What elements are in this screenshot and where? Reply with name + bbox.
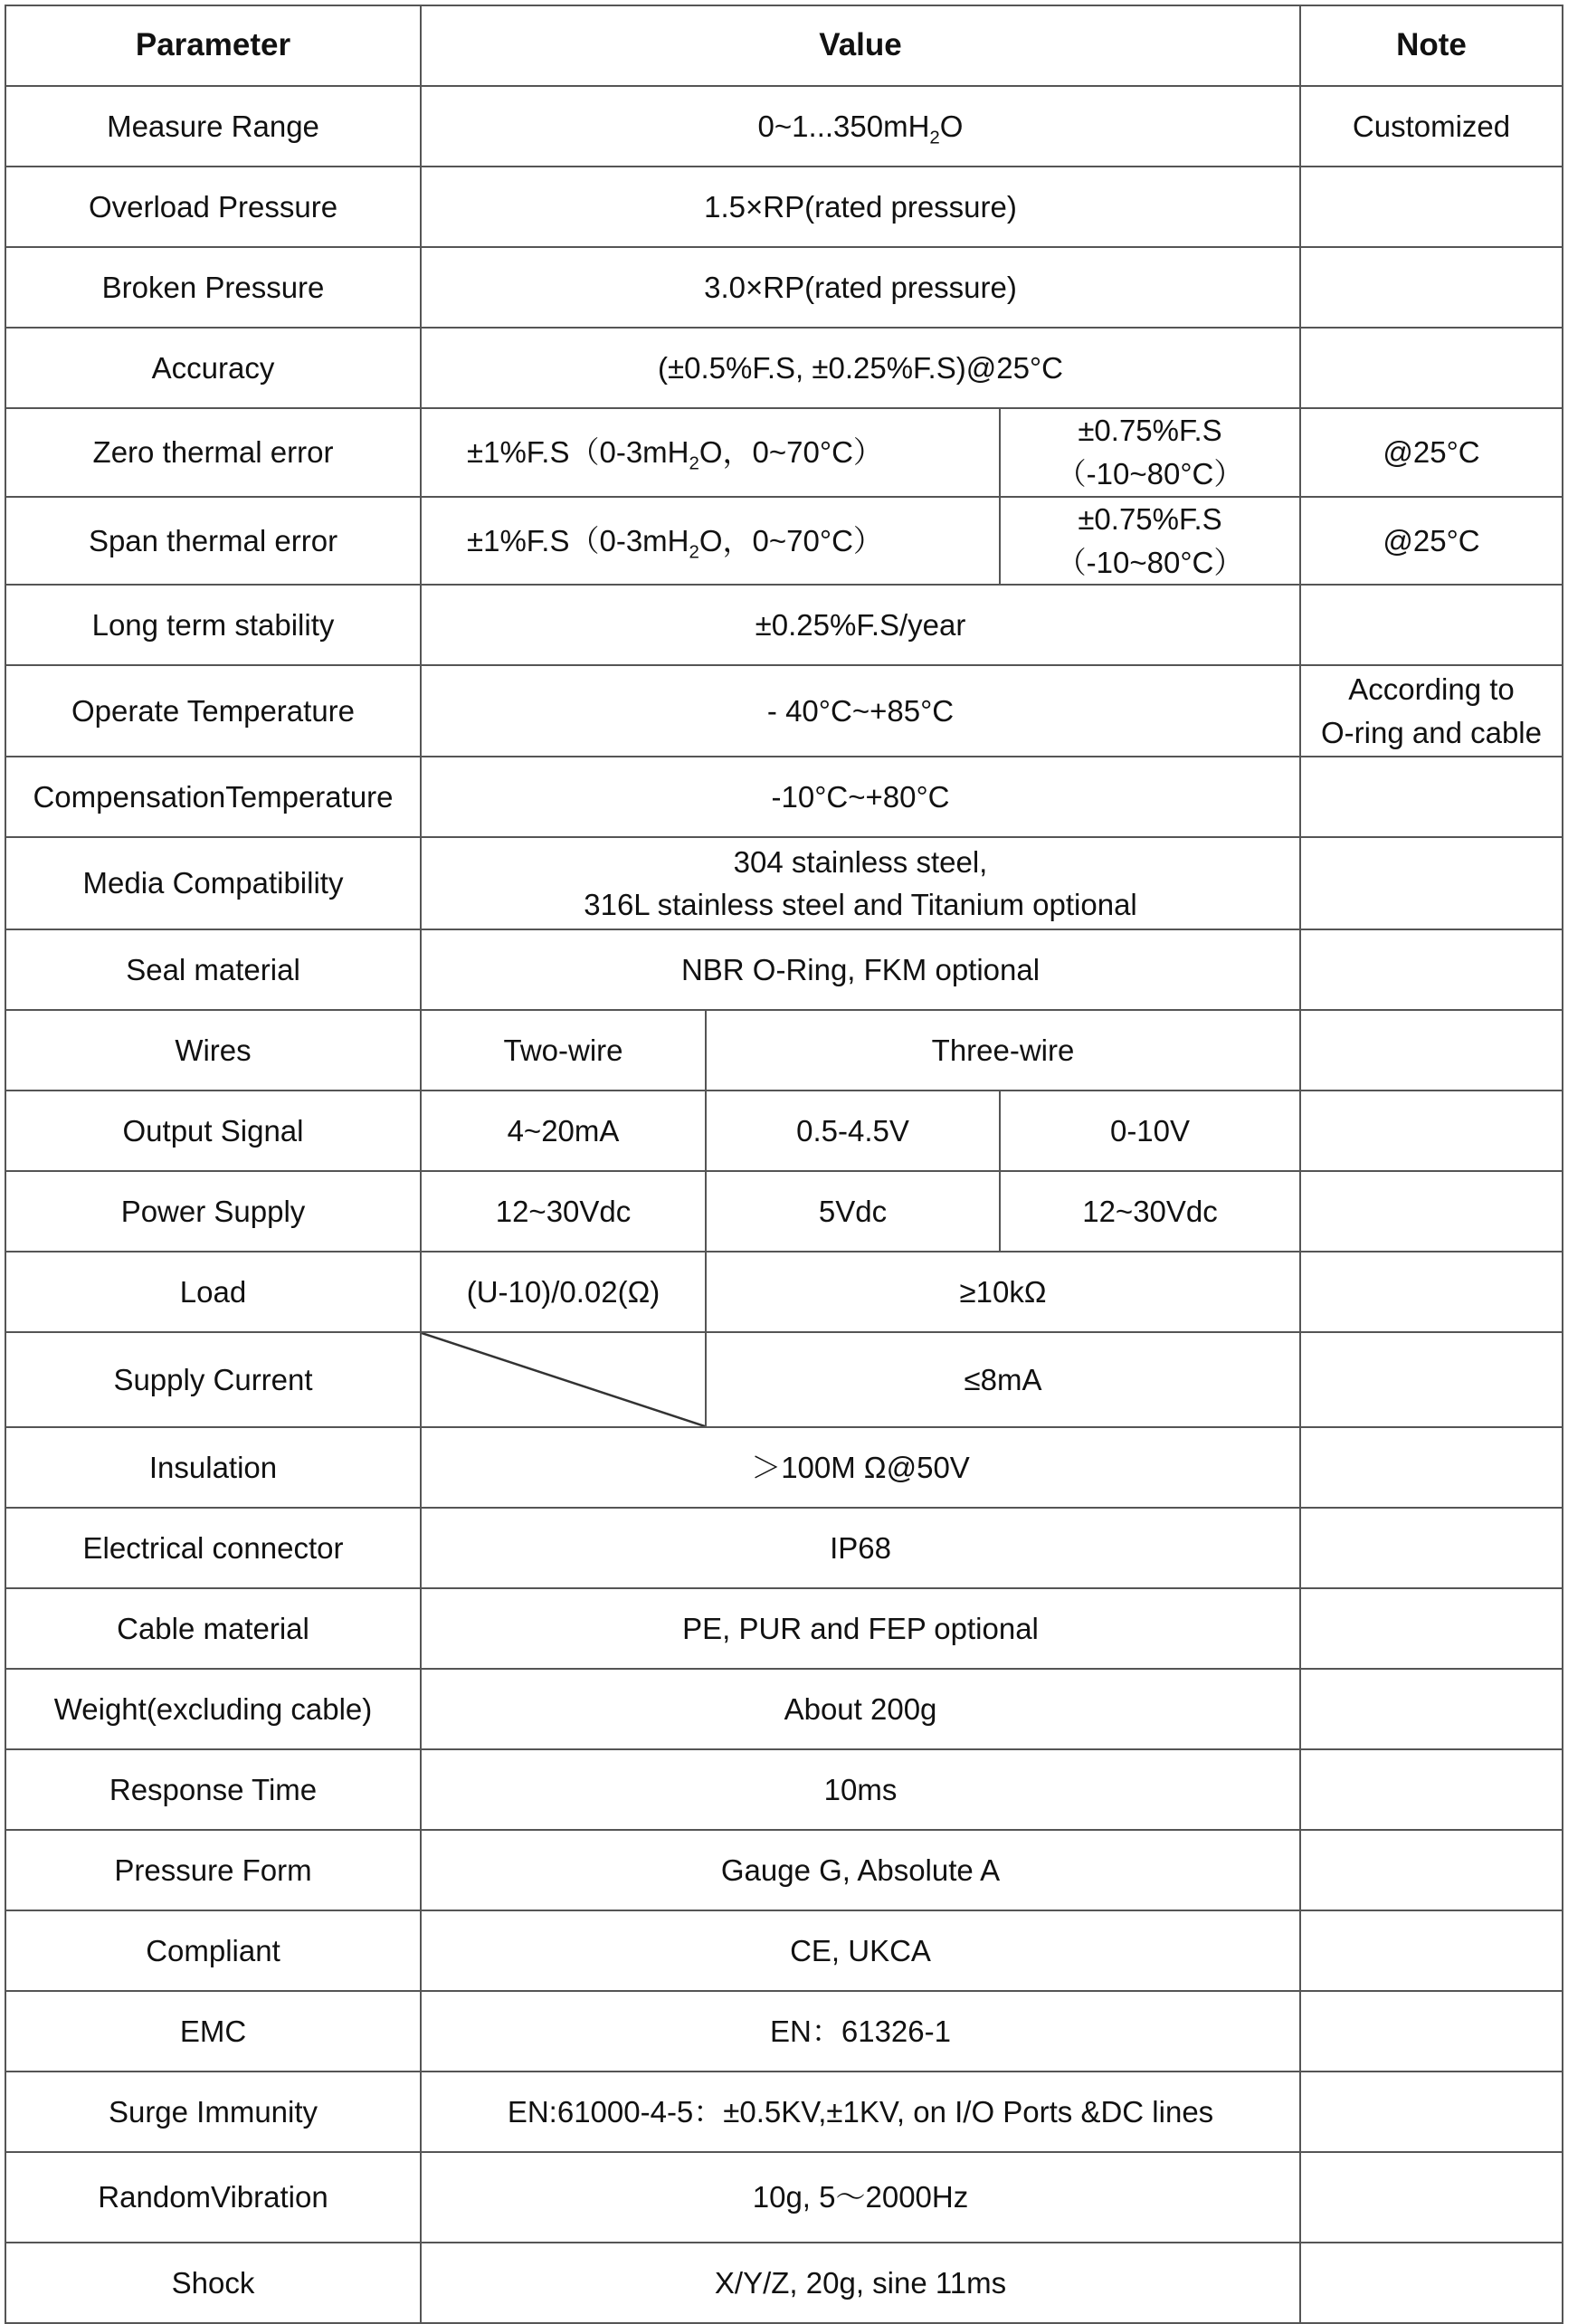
param-label: Zero thermal error bbox=[5, 408, 421, 497]
wires-two-wire: Two-wire bbox=[421, 1010, 706, 1091]
load-three-wire: ≥10kΩ bbox=[706, 1252, 1300, 1332]
table-row bbox=[5, 1252, 1563, 1332]
table-row bbox=[5, 1508, 1563, 1588]
param-label: Long term stability bbox=[5, 585, 421, 665]
param-value bbox=[421, 837, 1300, 929]
param-note bbox=[1300, 1252, 1563, 1332]
header-parameter: Parameter bbox=[5, 5, 421, 86]
param-value: About 200g bbox=[421, 1669, 1300, 1749]
power-supply-two-wire: 12~30Vdc bbox=[421, 1171, 706, 1252]
param-value: $\pm 1\%F.S(0-3mH_2O$，0~70°C） bbox=[421, 408, 1000, 497]
table-row bbox=[5, 497, 1563, 586]
param-note bbox=[1300, 1588, 1563, 1669]
param-value: Gauge G, Absolute A bbox=[421, 1830, 1300, 1910]
wires-three-wire: Three-wire bbox=[706, 1010, 1300, 1091]
not-applicable-diagonal-cell bbox=[421, 1332, 706, 1427]
param-note bbox=[1300, 1749, 1563, 1830]
param-value: 1.5×RP(rated pressure) bbox=[421, 167, 1300, 247]
table-row bbox=[5, 1669, 1563, 1749]
table-row bbox=[5, 757, 1563, 837]
param-note bbox=[1300, 1910, 1563, 1991]
param-label: Supply Current bbox=[5, 1332, 421, 1427]
header-note: Note bbox=[1300, 5, 1563, 86]
table-row bbox=[5, 1171, 1563, 1252]
table-row bbox=[5, 2152, 1563, 2243]
param-note bbox=[1300, 1332, 1563, 1427]
table-row bbox=[5, 1910, 1563, 1991]
value-line: 316L stainless steel and Titanium optional bbox=[584, 888, 1137, 922]
param-note bbox=[1300, 1427, 1563, 1508]
table-row bbox=[5, 1332, 1563, 1427]
table-row bbox=[5, 408, 1563, 497]
param-label: Insulation bbox=[5, 1427, 421, 1508]
power-supply-three-wire-a: 5Vdc bbox=[706, 1171, 1000, 1252]
param-value: EN：61326-1 bbox=[421, 1991, 1300, 2072]
param-note bbox=[1300, 1508, 1563, 1588]
param-note bbox=[1300, 929, 1563, 1010]
table-row bbox=[5, 1427, 1563, 1508]
param-label: Output Signal bbox=[5, 1091, 421, 1171]
param-note bbox=[1300, 1669, 1563, 1749]
param-value: NBR O-Ring, FKM optional bbox=[421, 929, 1300, 1010]
param-note bbox=[1300, 1991, 1563, 2072]
table-row bbox=[5, 1749, 1563, 1830]
param-value: 10ms bbox=[421, 1749, 1300, 1830]
param-value: -10°C~+80°C bbox=[421, 757, 1300, 837]
param-label: Seal material bbox=[5, 929, 421, 1010]
param-label: EMC bbox=[5, 1991, 421, 2072]
load-two-wire: (U-10)/0.02(Ω) bbox=[421, 1252, 706, 1332]
output-signal-three-wire-a: 0.5-4.5V bbox=[706, 1091, 1000, 1171]
param-note bbox=[1300, 2243, 1563, 2323]
table-row bbox=[5, 2243, 1563, 2323]
param-note bbox=[1300, 1010, 1563, 1091]
param-label: Load bbox=[5, 1252, 421, 1332]
param-note bbox=[1300, 1091, 1563, 1171]
table-row bbox=[5, 1588, 1563, 1669]
specification-table bbox=[5, 5, 1563, 2324]
param-note bbox=[1300, 757, 1563, 837]
param-label: Span thermal error bbox=[5, 497, 421, 586]
param-note bbox=[1300, 1830, 1563, 1910]
param-label: Overload Pressure bbox=[5, 167, 421, 247]
param-value: $\pm 1\%F.S(0-3mH_2O$，0~70°C） bbox=[421, 497, 1000, 586]
param-label: Broken Pressure bbox=[5, 247, 421, 328]
param-note: Customized bbox=[1300, 86, 1563, 167]
table-row bbox=[5, 1010, 1563, 1091]
param-label: Electrical connector bbox=[5, 1508, 421, 1588]
param-label: RandomVibration bbox=[5, 2152, 421, 2243]
param-label: Wires bbox=[5, 1010, 421, 1091]
param-note bbox=[1300, 585, 1563, 665]
param-label: Shock bbox=[5, 2243, 421, 2323]
table-row bbox=[5, 2072, 1563, 2152]
param-label: Cable material bbox=[5, 1588, 421, 1669]
table-row bbox=[5, 86, 1563, 167]
param-value: $0\sim 1...350mH_2O$ bbox=[421, 86, 1300, 167]
param-label: Media Compatibility bbox=[5, 837, 421, 929]
output-signal-two-wire: 4~20mA bbox=[421, 1091, 706, 1171]
header-value: Value bbox=[421, 5, 1300, 86]
param-label: CompensationTemperature bbox=[5, 757, 421, 837]
param-note bbox=[1300, 1171, 1563, 1252]
param-label: Operate Temperature bbox=[5, 665, 421, 757]
param-note: @25°C bbox=[1300, 408, 1563, 497]
param-label: Compliant bbox=[5, 1910, 421, 1991]
param-value-secondary: ±0.75%F.S（-10~80°C） bbox=[1000, 408, 1300, 497]
param-value-secondary: ±0.75%F.S（-10~80°C） bbox=[1000, 497, 1300, 586]
param-label: Pressure Form bbox=[5, 1830, 421, 1910]
output-signal-three-wire-b: 0-10V bbox=[1000, 1091, 1300, 1171]
param-note bbox=[1300, 2072, 1563, 2152]
table-row bbox=[5, 585, 1563, 665]
param-value: ＞100M Ω@50V bbox=[421, 1427, 1300, 1508]
param-label: Response Time bbox=[5, 1749, 421, 1830]
param-value: X/Y/Z, 20g, sine 11ms bbox=[421, 2243, 1300, 2323]
table-row bbox=[5, 247, 1563, 328]
param-label: Accuracy bbox=[5, 328, 421, 408]
table-row bbox=[5, 837, 1563, 929]
note-line: O-ring and cable bbox=[1321, 715, 1542, 749]
table-row bbox=[5, 929, 1563, 1010]
param-value: PE, PUR and FEP optional bbox=[421, 1588, 1300, 1669]
param-note: @25°C bbox=[1300, 497, 1563, 586]
param-value: EN:61000-4-5：±0.5KV,±1KV, on I/O Ports &DC lines bbox=[421, 2072, 1300, 2152]
param-value: 3.0×RP(rated pressure) bbox=[421, 247, 1300, 328]
param-value: IP68 bbox=[421, 1508, 1300, 1588]
param-note bbox=[1300, 837, 1563, 929]
param-note bbox=[1300, 665, 1563, 757]
table-header-row bbox=[5, 5, 1563, 86]
value-line: 304 stainless steel, bbox=[733, 844, 988, 879]
table-row bbox=[5, 328, 1563, 408]
table-row bbox=[5, 665, 1563, 757]
power-supply-three-wire-b: 12~30Vdc bbox=[1000, 1171, 1300, 1252]
table-row bbox=[5, 1091, 1563, 1171]
param-value: CE, UKCA bbox=[421, 1910, 1300, 1991]
param-label: Weight(excluding cable) bbox=[5, 1669, 421, 1749]
supply-current-three-wire: ≤8mA bbox=[706, 1332, 1300, 1427]
note-line: According to bbox=[1348, 672, 1515, 707]
table-row bbox=[5, 167, 1563, 247]
param-note bbox=[1300, 247, 1563, 328]
table-row bbox=[5, 1830, 1563, 1910]
param-label: Power Supply bbox=[5, 1171, 421, 1252]
param-value: (±0.5%F.S, ±0.25%F.S)@25°C bbox=[421, 328, 1300, 408]
param-value: ±0.25%F.S/year bbox=[421, 585, 1300, 665]
param-value: 10g, 5～2000Hz bbox=[421, 2152, 1300, 2243]
param-note bbox=[1300, 328, 1563, 408]
param-note bbox=[1300, 167, 1563, 247]
param-label: Measure Range bbox=[5, 86, 421, 167]
table-row bbox=[5, 1991, 1563, 2072]
param-label: Surge Immunity bbox=[5, 2072, 421, 2152]
param-value: - 40°C~+85°C bbox=[421, 665, 1300, 757]
param-note bbox=[1300, 2152, 1563, 2243]
